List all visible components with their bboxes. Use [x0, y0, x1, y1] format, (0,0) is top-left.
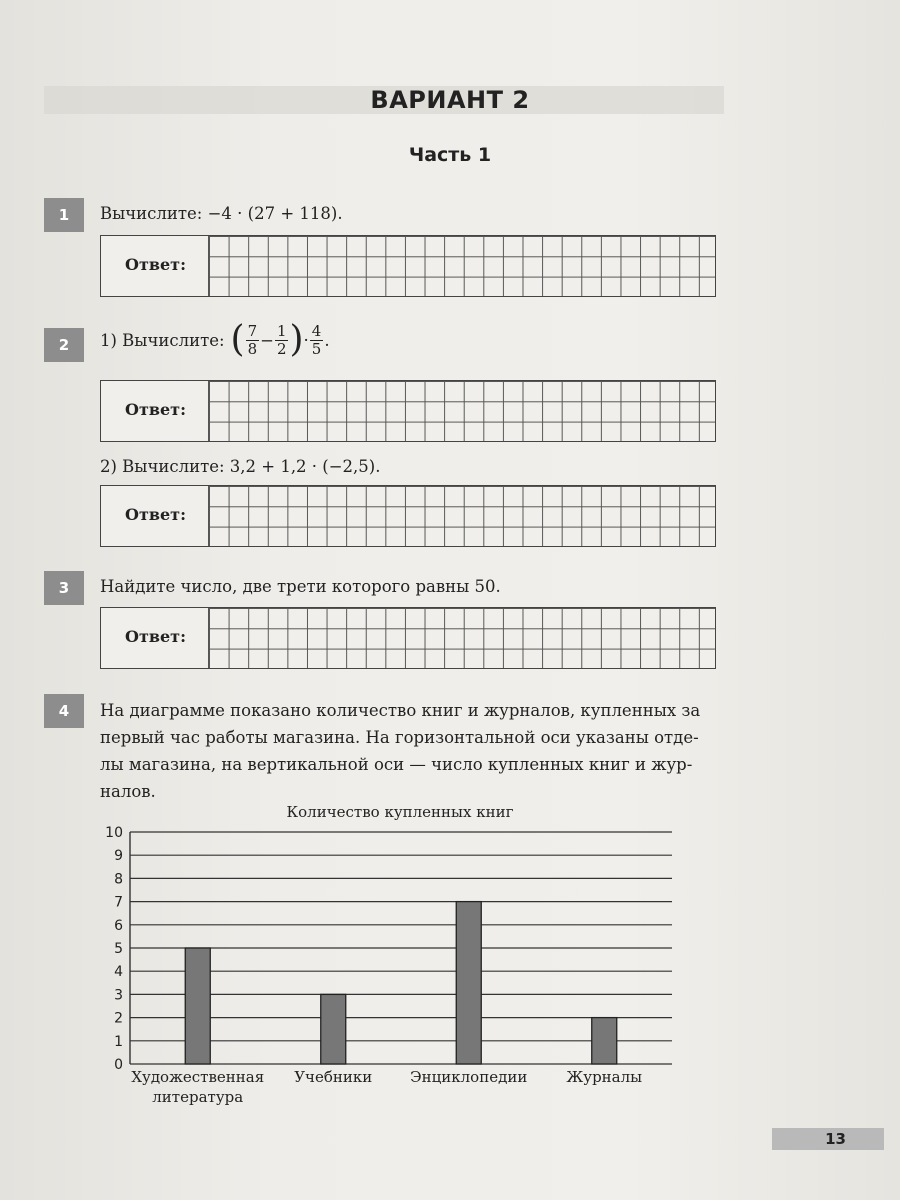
bar: [456, 902, 481, 1064]
fraction-numerator: 4: [311, 321, 322, 340]
question-number-2: 2: [44, 328, 84, 362]
x-tick-label: Энциклопедии: [410, 1068, 528, 1086]
question-4-line: лы магазина, на вертикальной оси — число купленных книг и жур-: [100, 755, 693, 774]
period: .: [324, 330, 330, 350]
y-tick-label: 4: [114, 964, 123, 981]
y-tick-label: 10: [105, 825, 123, 841]
bar: [185, 948, 210, 1064]
x-tick-label: литература: [152, 1088, 244, 1106]
x-tick-label: Художественная: [131, 1068, 265, 1086]
fraction-denominator: 5: [311, 339, 322, 358]
variant-title: ВАРИАНТ 2: [370, 86, 530, 114]
question-1-text: Вычислите: −4 · (27 + 118).: [100, 204, 343, 223]
question-2-part1-prefix: 1) Вычислите:: [100, 330, 225, 350]
x-tick-label: Учебники: [294, 1068, 373, 1086]
page-number: 13: [772, 1128, 884, 1150]
answer-label: Ответ:: [125, 400, 186, 419]
question-4-line: На диаграмме показано количество книг и журналов, купленных за: [100, 701, 701, 720]
part-title: Часть 1: [408, 144, 492, 166]
question-3-text: Найдите число, две трети которого равны 50.: [100, 577, 501, 596]
y-tick-label: 0: [114, 1057, 123, 1073]
y-tick-label: 6: [114, 917, 123, 934]
fraction-numerator: 1: [276, 321, 287, 340]
y-tick-label: 9: [114, 848, 123, 865]
y-tick-label: 1: [114, 1033, 123, 1050]
question-4-line: налов.: [100, 782, 156, 801]
fraction-numerator: 7: [247, 321, 258, 340]
y-tick-label: 7: [114, 894, 123, 911]
bar: [592, 1018, 617, 1064]
fraction-denominator: 8: [247, 339, 258, 358]
question-number-4: 4: [44, 694, 84, 728]
paren-close: ): [289, 319, 304, 360]
x-tick-label: Журналы: [566, 1068, 643, 1086]
paren-open: (: [230, 319, 245, 360]
y-tick-label: 2: [114, 1010, 123, 1027]
y-tick-label: 3: [114, 987, 123, 1004]
question-number-1: 1: [44, 198, 84, 232]
chart-title: Количество купленных книг: [286, 803, 514, 821]
answer-label: Ответ:: [125, 255, 186, 274]
multiply-dot: ·: [303, 330, 309, 350]
y-tick-label: 5: [114, 941, 123, 957]
question-2-part2: 2) Вычислите: 3,2 + 1,2 · (−2,5).: [100, 457, 381, 476]
y-tick-label: 8: [114, 871, 123, 888]
question-4-line: первый час работы магазина. На горизонтальной оси указаны отде-: [100, 728, 699, 747]
answer-label: Ответ:: [125, 627, 186, 646]
answer-label: Ответ:: [125, 505, 186, 524]
minus-sign: −: [260, 330, 274, 350]
bar: [321, 994, 346, 1064]
fraction-denominator: 2: [276, 339, 287, 358]
question-number-3: 3: [44, 571, 84, 605]
